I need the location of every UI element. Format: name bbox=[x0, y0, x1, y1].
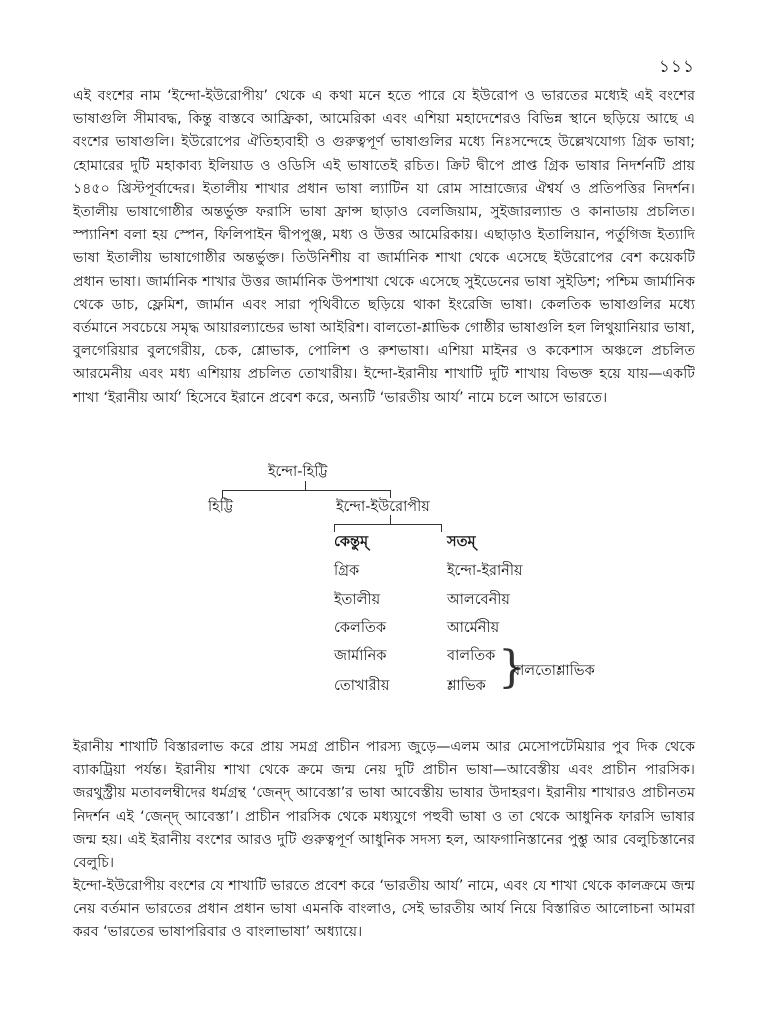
tree-node-tocharian: তোখারীয় bbox=[334, 678, 390, 694]
tree-node-indo-european: ইন্দো-ইউরোপীয় bbox=[336, 499, 430, 515]
tree-connector bbox=[222, 490, 223, 498]
tree-node-albanian: আলবেনীয় bbox=[447, 592, 510, 608]
tree-node-kentum: কেন্তুম্ bbox=[334, 534, 369, 550]
tree-node-italic: ইতালীয় bbox=[334, 592, 381, 608]
tree-node-armenian: আর্মেনীয় bbox=[447, 620, 500, 636]
tree-node-balto-slavic: বালতোশ্লাভিক bbox=[512, 663, 595, 679]
paragraph-intro: এই বংশের নাম ‘ইন্দো-ইউরোপীয়’ থেকে এ কথা মনে হতে পারে যে ইউরোপ ও ভারতের মধ্যেই এই বংশের ভাষাগুলি সীমাবদ্ধ, কিন্তু বাস্তবে আফ্রিকা, আমেরিকা এবং এশিয়া মহাদেশেরও বিভিন্ন স্থানে ছড়িয়ে আছে এ বংশের ভাষাগুলি। ইউরোপের ঐতিহ্যবাহী ও গুরুত্বপূর্ণ ভাষাগুলির মধ্যে নিঃসন্দেহে উল্লেখযোগ্য গ্রিক ভাষা; হোমারের দুটি মহাকাব্য ইলিয়াড ও ওডিসি এই ভাষাতেই রচিত। ক্রিট দ্বীপে প্রাপ্ত গ্রিক ভাষার নিদর্শনটি প্রায় ১৪৫০ খ্রিস্টপূর্বাব্দের। ইতালীয় শাখার প্রধান ভাষা ল্যাটিন যা রোম সাম্রাজ্যের ঐশ্বর্য ও প্রতিপত্তির নিদর্শন। ইতালীয় ভাষাগোষ্ঠীর অন্তর্ভুক্ত ফরাসি ভাষা ফ্রান্স ছাড়াও বেলজিয়াম, সুইজারল্যান্ড ও কানাডায় প্রচলিত। স্প্যানিশ বলা হয় স্পেন, ফিলিপাইন দ্বীপপুঞ্জ, মধ্য ও উত্তর আমেরিকায়। এছাড়াও ইতালিয়ান, পর্তুগিজ ইত্যাদি ভাষা ইতালীয় ভাষাগোষ্ঠীর অন্তর্ভুক্ত। তিউনিশীয় বা জার্মানিক শাখা থেকে এসেছে ইউরোপের বেশ কয়েকটি প্রধান ভাষা। জার্মানিক শাখার উত্তর জার্মানিক উপশাখা থেকে এসেছে সুইডেনের ভাষা সুইডিশ; পশ্চিম জার্মানিক থেকে ডাচ, ফ্লেমিশ, জার্মান এবং সারা পৃথিবীতে ছড়িয়ে থাকা ইংরেজি ভাষা। কেলতিক ভাষাগুলির মধ্যে বর্তমানে সবচেয়ে সমৃদ্ধ আয়ারল্যান্ডের ভাষা আইরিশ। বালতো-শ্লাভিক গোষ্ঠীর ভাষাগুলি হল লিথুয়ানিয়ার ভাষা, বুলগেরিয়ার বুলগেরীয়, চেক, শ্লোভাক, পোলিশ ও রুশভাষা। এশিয়া মাইনর ও ককেশাস অঞ্চলে প্রচলিত আরমেনীয় এবং মধ্য এশিয়ায় প্রচলিত তোখারীয়। ইন্দো-ইরানীয় শাখাটি দুটি শাখায় বিভক্ত হয়ে যায়—একটি শাখা ‘ইরানীয় আর্য’ হিসেবে ইরানে প্রবেশ করে, অন্যটি ‘ভারতীয় আর্য’ নামে চলে আসে ভারতে। bbox=[73, 88, 695, 406]
tree-connector bbox=[390, 515, 391, 525]
tree-connector bbox=[334, 524, 335, 532]
tree-node-indo-iranian: ইন্দো-ইরানীয় bbox=[447, 563, 523, 579]
tree-connector bbox=[222, 490, 391, 491]
tree-node-indo-hittite: ইন্দো-হিট্টি bbox=[268, 464, 328, 480]
tree-node-slavic: শ্লাভিক bbox=[447, 678, 486, 694]
paragraph-iranian: ইরানীয় শাখাটি বিস্তারলাভ করে প্রায় সমগ্র প্রাচীন পারস্য জুড়ে—এলম আর মেসোপটেমিয়ার পুব দিক থেকে ব্যাকট্রিয়া পর্যন্ত। ইরানীয় শাখা থেকে ক্রমে জন্ম নেয় দুটি প্রাচীন ভাষা—আবেস্তীয় এবং প্রাচীন পারসিক। জরথুস্ট্রীয় মতাবলম্বীদের ধর্মগ্রন্থ ‘জেন্দ্ আবেস্তা’র ভাষা আবেস্তীয় ভাষার উদাহরণ। ইরানীয় শাখারও প্রাচীনতম নিদর্শন এই ‘জেন্দ্ আবেস্তা’। প্রাচীন পারসিক থেকে মধ্যযুগে পহুবী ভাষা ও তা থেকে আধুনিক ফারসি ভাষার জন্ম হয়। এই ইরানীয় বংশের আরও দুটি গুরুত্বপূর্ণ আধুনিক সদস্য হল, আফগানিস্তানের পুশ্তু আর বেলুচিস্তানের বেলুচি। bbox=[73, 739, 695, 872]
tree-connector bbox=[334, 524, 442, 525]
tree-connector bbox=[441, 524, 442, 532]
page-number: ১১১ bbox=[658, 57, 695, 77]
tree-node-baltic: বালতিক bbox=[447, 648, 496, 664]
tree-node-hittite: হিট্টি bbox=[208, 499, 234, 515]
tree-node-satem: সতম্ bbox=[447, 534, 476, 550]
tree-connector bbox=[305, 481, 306, 491]
tree-node-celtic: কেলতিক bbox=[334, 620, 387, 636]
tree-node-germanic: জার্মানিক bbox=[334, 648, 387, 664]
curly-brace-icon: } bbox=[498, 642, 526, 693]
tree-node-greek: গ্রিক bbox=[334, 563, 360, 579]
paragraph-indo-aryan: ইন্দো-ইউরোপীয় বংশের যে শাখাটি ভারতে প্রবেশ করে ‘ভারতীয় আর্য’ নামে, এবং যে শাখা থেকে কালক্রমে জন্ম নেয় বর্তমান ভারতের প্রধান প্রধান ভাষা এমনকি বাংলাও, সেই ভারতীয় আর্য নিয়ে বিস্তারিত আলোচনা আমরা করব ‘ভারতের ভাষাপরিবার ও বাংলাভাষা’ অধ্যায়ে। bbox=[73, 878, 695, 941]
tree-connector bbox=[390, 490, 391, 498]
